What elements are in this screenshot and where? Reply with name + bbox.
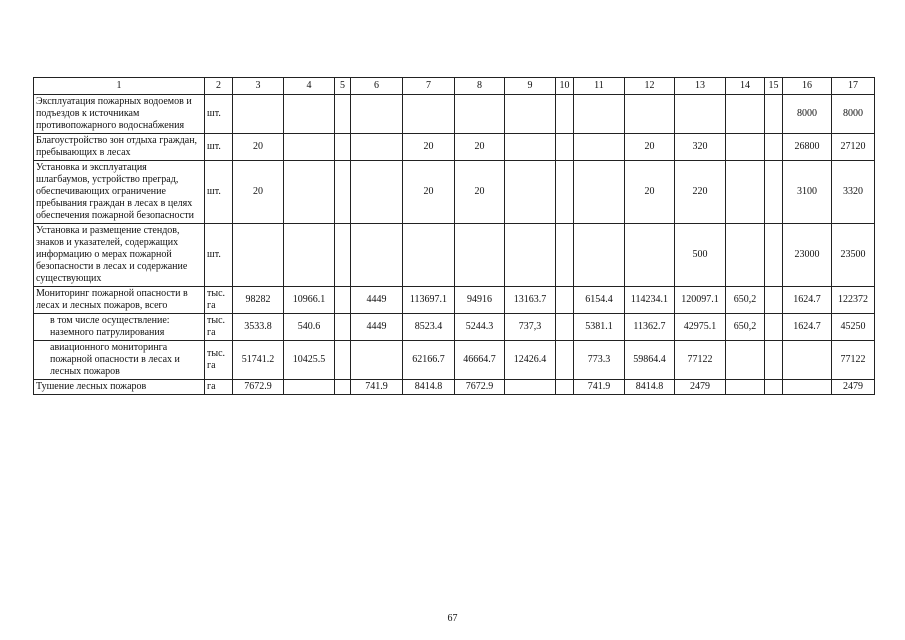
table-cell: [675, 95, 726, 134]
table-cell: 540.6: [284, 314, 335, 341]
table-cell: [351, 341, 403, 380]
table-cell: 7672.9: [233, 380, 284, 395]
table-cell: 113697.1: [403, 287, 455, 314]
table-cell: [284, 380, 335, 395]
table-cell: 3320: [832, 161, 875, 224]
table-cell: [335, 161, 351, 224]
row-unit: тыс. га: [205, 341, 233, 380]
table-cell: 20: [625, 134, 675, 161]
table-cell: 220: [675, 161, 726, 224]
row-unit: шт.: [205, 224, 233, 287]
table-cell: [765, 95, 783, 134]
forest-fire-measures-table: [33, 77, 875, 395]
column-number: 14: [726, 78, 765, 95]
table-cell: 741.9: [351, 380, 403, 395]
table-cell: 77122: [832, 341, 875, 380]
table-cell: [284, 134, 335, 161]
table-cell: 8414.8: [625, 380, 675, 395]
column-number: 9: [505, 78, 556, 95]
table-cell: 122372: [832, 287, 875, 314]
table-cell: 62166.7: [403, 341, 455, 380]
column-number: 11: [574, 78, 625, 95]
column-number: 12: [625, 78, 675, 95]
table-cell: 20: [233, 161, 284, 224]
table-cell: 737,3: [505, 314, 556, 341]
table-cell: [505, 224, 556, 287]
column-number: 8: [455, 78, 505, 95]
table-row: [34, 161, 875, 224]
table-cell: 320: [675, 134, 726, 161]
table-cell: [765, 161, 783, 224]
table-row: [34, 95, 875, 134]
table-cell: [765, 134, 783, 161]
table-cell: [505, 380, 556, 395]
table-cell: 59864.4: [625, 341, 675, 380]
table-cell: [505, 95, 556, 134]
table-cell: 6154.4: [574, 287, 625, 314]
table-cell: [284, 95, 335, 134]
table-cell: [556, 161, 574, 224]
table-cell: 5381.1: [574, 314, 625, 341]
table-cell: 114234.1: [625, 287, 675, 314]
row-unit: шт.: [205, 134, 233, 161]
table-cell: 650,2: [726, 287, 765, 314]
table-cell: 42975.1: [675, 314, 726, 341]
table-cell: [556, 287, 574, 314]
row-label: авиационного мониторинга пожарной опасности в лесах и лесных пожаров: [34, 341, 205, 380]
table-cell: 8000: [783, 95, 832, 134]
table-cell: 20: [455, 161, 505, 224]
table-row: [34, 224, 875, 287]
table-cell: 741.9: [574, 380, 625, 395]
column-number: 4: [284, 78, 335, 95]
row-unit: га: [205, 380, 233, 395]
table-cell: 1624.7: [783, 287, 832, 314]
table-cell: [625, 224, 675, 287]
row-label: Установка и эксплуатация шлагбаумов, устройство преград, обеспечивающих ограничение пребывания граждан в лесах в целях обеспечения пожарной безопасности: [34, 161, 205, 224]
column-number: 1: [34, 78, 205, 95]
table-cell: 10425.5: [284, 341, 335, 380]
column-number: 2: [205, 78, 233, 95]
table-row: [34, 314, 875, 341]
table-cell: [783, 380, 832, 395]
table-cell: 8523.4: [403, 314, 455, 341]
table-cell: 7672.9: [455, 380, 505, 395]
table-cell: [556, 341, 574, 380]
table-cell: [284, 224, 335, 287]
table-cell: [765, 380, 783, 395]
table-cell: [574, 95, 625, 134]
table-cell: [765, 287, 783, 314]
table-cell: 51741.2: [233, 341, 284, 380]
table-cell: 11362.7: [625, 314, 675, 341]
table-cell: 94916: [455, 287, 505, 314]
table-cell: 650,2: [726, 314, 765, 341]
row-label: Установка и размещение стендов, знаков и указателей, содержащих информацию о мерах пожарной безопасности в лесах и содержание существующих: [34, 224, 205, 287]
table-cell: [726, 224, 765, 287]
column-number: 5: [335, 78, 351, 95]
table-cell: [351, 95, 403, 134]
table-cell: 20: [625, 161, 675, 224]
table-cell: [335, 95, 351, 134]
table-row: [34, 134, 875, 161]
column-number: 15: [765, 78, 783, 95]
table-cell: [625, 95, 675, 134]
table-cell: [351, 161, 403, 224]
row-label: Благоустройство зон отдыха граждан, пребывающих в лесах: [34, 134, 205, 161]
row-label: в том числе осуществление: наземного патрулирования: [34, 314, 205, 341]
table-cell: [505, 161, 556, 224]
table-cell: 20: [403, 161, 455, 224]
table-cell: [556, 95, 574, 134]
row-unit: шт.: [205, 95, 233, 134]
table-cell: 13163.7: [505, 287, 556, 314]
table-cell: [574, 224, 625, 287]
table-cell: [284, 161, 335, 224]
table-cell: [765, 314, 783, 341]
page-number: 67: [447, 613, 458, 624]
table-cell: 8414.8: [403, 380, 455, 395]
table-cell: [726, 161, 765, 224]
table-cell: 98282: [233, 287, 284, 314]
row-label: Тушение лесных пожаров: [34, 380, 205, 395]
table-cell: 26800: [783, 134, 832, 161]
table-cell: [455, 224, 505, 287]
table-cell: [574, 161, 625, 224]
table-cell: [335, 224, 351, 287]
table-cell: 20: [455, 134, 505, 161]
table-cell: 2479: [675, 380, 726, 395]
table-cell: [455, 95, 505, 134]
table-cell: [335, 380, 351, 395]
table-cell: [335, 341, 351, 380]
table-cell: [351, 134, 403, 161]
table-cell: 773.3: [574, 341, 625, 380]
column-number: 10: [556, 78, 574, 95]
table-cell: [765, 224, 783, 287]
table-cell: 4449: [351, 314, 403, 341]
table-cell: 77122: [675, 341, 726, 380]
table-cell: 20: [233, 134, 284, 161]
table-cell: [556, 380, 574, 395]
table-cell: [233, 224, 284, 287]
table-cell: 4449: [351, 287, 403, 314]
column-number-row: [34, 78, 875, 95]
column-number: 13: [675, 78, 726, 95]
table-cell: 2479: [832, 380, 875, 395]
table-cell: 27120: [832, 134, 875, 161]
row-unit: тыс. га: [205, 314, 233, 341]
table-cell: 500: [675, 224, 726, 287]
table-cell: 10966.1: [284, 287, 335, 314]
table-cell: [726, 380, 765, 395]
table-cell: 120097.1: [675, 287, 726, 314]
table-cell: [765, 341, 783, 380]
table-cell: [335, 134, 351, 161]
table-cell: [574, 134, 625, 161]
table-cell: [556, 314, 574, 341]
table-cell: [335, 287, 351, 314]
table-cell: 1624.7: [783, 314, 832, 341]
column-number: 7: [403, 78, 455, 95]
table-cell: [335, 314, 351, 341]
table-cell: 20: [403, 134, 455, 161]
table-row: [34, 341, 875, 380]
table-cell: 46664.7: [455, 341, 505, 380]
column-number: 16: [783, 78, 832, 95]
table-cell: 8000: [832, 95, 875, 134]
table-cell: [556, 134, 574, 161]
table-cell: 12426.4: [505, 341, 556, 380]
table-cell: [233, 95, 284, 134]
row-unit: шт.: [205, 161, 233, 224]
table-cell: [726, 95, 765, 134]
row-unit: тыс. га: [205, 287, 233, 314]
row-label: Мониторинг пожарной опасности в лесах и лесных пожаров, всего: [34, 287, 205, 314]
table-row: [34, 287, 875, 314]
row-label: Эксплуатация пожарных водоемов и подъездов к источникам противопожарного водоснабжения: [34, 95, 205, 134]
table-cell: [726, 134, 765, 161]
table-cell: 23000: [783, 224, 832, 287]
table-cell: [505, 134, 556, 161]
table-cell: 5244.3: [455, 314, 505, 341]
table-cell: 3533.8: [233, 314, 284, 341]
table-cell: [726, 341, 765, 380]
column-number: 17: [832, 78, 875, 95]
column-number: 3: [233, 78, 284, 95]
table-row: [34, 380, 875, 395]
table-body: [34, 78, 875, 395]
table-cell: 3100: [783, 161, 832, 224]
table-cell: [351, 224, 403, 287]
table-cell: 45250: [832, 314, 875, 341]
table-cell: [556, 224, 574, 287]
table-cell: [403, 95, 455, 134]
table-cell: [783, 341, 832, 380]
table-cell: [403, 224, 455, 287]
table-cell: 23500: [832, 224, 875, 287]
column-number: 6: [351, 78, 403, 95]
